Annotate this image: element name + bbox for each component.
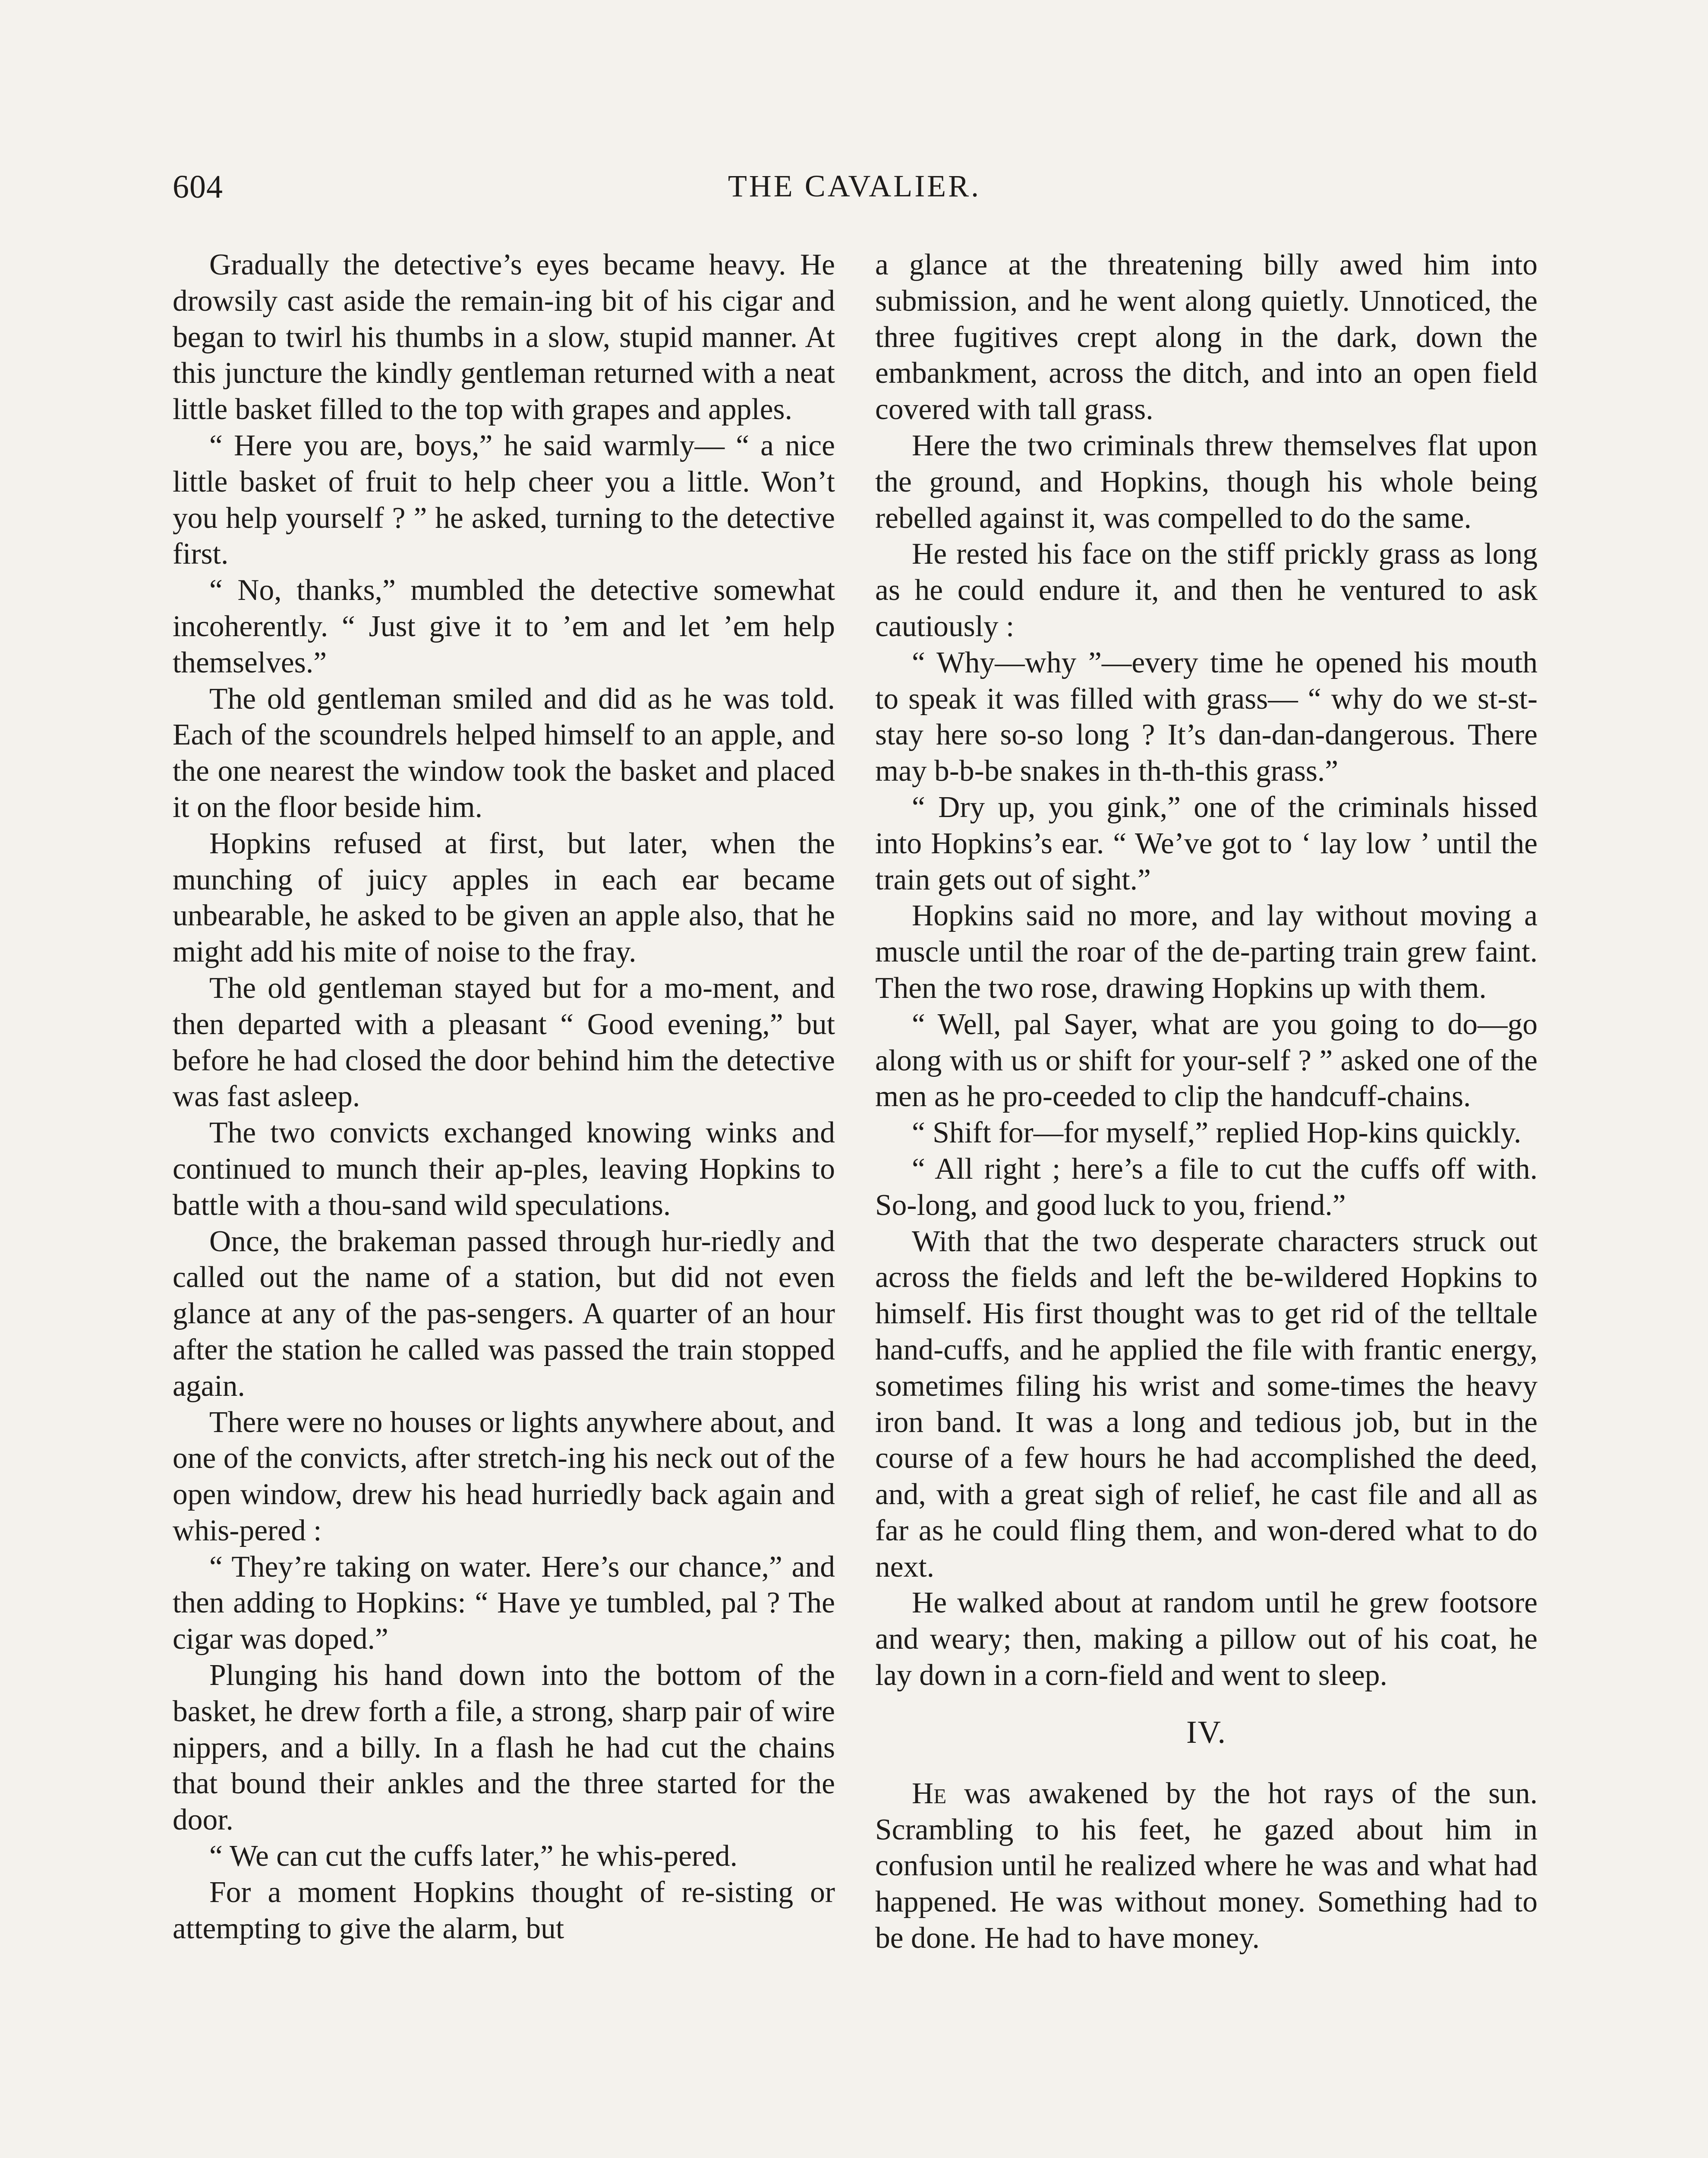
paragraph: “ Shift for—for myself,” replied Hop-kins quickly.: [912, 1116, 1522, 1150]
paragraph: He walked about at random until he grew footsore and weary; then, making a pillow out of his coat, he lay down in a corn-field and went to sleep.: [875, 1586, 1538, 1692]
paragraph: Here the two criminals threw themselves flat upon the ground, and Hopkins, though his whole being rebelled against it, was compelled to do the same.: [875, 429, 1538, 535]
paragraph: “ They’re taking on water. Here’s our chance,” and then adding to Hopkins: “ Have ye tumbled, pal ? The cigar was doped.”: [173, 1550, 835, 1656]
section-opening-paragraph: [875, 1776, 1538, 1956]
paragraph: “ Dry up, you gink,” one of the criminals hissed into Hopkins’s ear. “ We’ve got to ‘ lay low ’ until the train gets out of sight.”: [875, 790, 1538, 896]
paragraph: “ All right ; here’s a file to cut the cuffs off with. So-long, and good luck to you, friend.”: [875, 1152, 1538, 1222]
paragraph: “ Why—why ”—every time he opened his mouth to speak it was filled with grass— “ why do we st-st-stay here so-so long ? It’s dan-dan-dangerous. There may b-b-be snakes in th-th-this grass.”: [875, 646, 1538, 788]
left-column: [173, 247, 835, 1947]
page-header: [173, 168, 1536, 216]
page-number: 604: [173, 169, 223, 205]
running-title: THE CAVALIER.: [728, 169, 981, 203]
paragraph: Gradually the detective’s eyes became heavy. He drowsily cast aside the remain-ing bit of his cigar and began to twirl his thumbs in a slow, stupid manner. At this juncture the kindly gentleman returned with a neat little basket filled to the top with grapes and apples.: [173, 248, 835, 426]
right-column: [875, 247, 1538, 1956]
section-opening-text: was awakened by the hot rays of the sun. Scrambling to his feet, he gazed about him in confusion until he realized where he was and what had happened. He was without money. Something had to be done. He had to have money.: [875, 1776, 1538, 1955]
paragraph: “ Here you are, boys,” he said warmly— “ a nice little basket of fruit to help cheer you a little. Won’t you help yourself ? ” he asked, turning to the detective first.: [173, 429, 835, 571]
paragraph: Once, the brakeman passed through hur-riedly and called out the name of a station, but did not even glance at any of the pas-sengers. A quarter of an hour after the station he called was passed the train stopped again.: [173, 1224, 835, 1403]
paragraph: He rested his face on the stiff prickly grass as long as he could endure it, and then he ventured to ask cautiously :: [875, 537, 1538, 643]
paragraph: “ Well, pal Sayer, what are you going to do—go along with us or shift for your-self ? ” asked one of the men as he pro-ceeded to clip the handcuff-chains.: [875, 1007, 1538, 1114]
paragraph: The old gentleman smiled and did as he was told. Each of the scoundrels helped himself to an apple, and the one nearest the window took the basket and placed it on the floor beside him.: [173, 682, 835, 824]
paragraph: Hopkins refused at first, but later, when the munching of juicy apples in each ear became unbearable, he asked to be given an apple also, that he might add his mite of noise to the fray.: [173, 827, 835, 969]
paragraph: “ No, thanks,” mumbled the detective somewhat incoherently. “ Just give it to ’em and let ’em help themselves.”: [173, 574, 835, 679]
paragraph: For a moment Hopkins thought of re-sisting or attempting to give the alarm, but: [173, 1875, 835, 1945]
paragraph: The old gentleman stayed but for a mo-ment, and then departed with a pleasant “ Good evening,” but before he had closed the door behind him the detective was fast asleep.: [173, 971, 835, 1114]
paragraph: The two convicts exchanged knowing winks and continued to munch their ap-ples, leaving Hopkins to battle with a thou-sand wild speculations.: [173, 1116, 835, 1222]
paragraph: Hopkins said no more, and lay without moving a muscle until the roar of the de-parting train grew faint. Then the two rose, drawing Hopkins up with them.: [875, 899, 1538, 1005]
paragraph: With that the two desperate characters struck out across the fields and left the be-wildered Hopkins to himself. His first thought was to get rid of the telltale hand-cuffs, and he applied the file with frantic energy, sometimes filing his wrist and some-times the heavy iron band. It was a long and tedious job, but in the course of a few hours he had accomplished the deed, and, with a great sigh of relief, he cast file and all as far as he could fling them, and won-dered what to do next.: [875, 1224, 1538, 1584]
paragraph: “ We can cut the cuffs later,” he whis-pered.: [209, 1839, 738, 1873]
section-heading: IV.: [1186, 1714, 1227, 1750]
paragraph: There were no houses or lights anywhere about, and one of the convicts, after stretch-ing his neck out of the open window, drew his head hurriedly back again and whis-pered :: [173, 1405, 835, 1547]
paragraph: Plunging his hand down into the bottom of the basket, he drew forth a file, a strong, sharp pair of wire nippers, and a billy. In a flash he had cut the chains that bound their ankles and the three started for the door.: [173, 1659, 835, 1837]
continued-paragraph: a glance at the threatening billy awed him into submission, and he went along quietly. Unnoticed, the three fugitives crept along in the dark, down the embankment, across the ditch, and into an open field covered with tall grass.: [875, 248, 1538, 426]
section-first-word: He: [912, 1776, 947, 1810]
